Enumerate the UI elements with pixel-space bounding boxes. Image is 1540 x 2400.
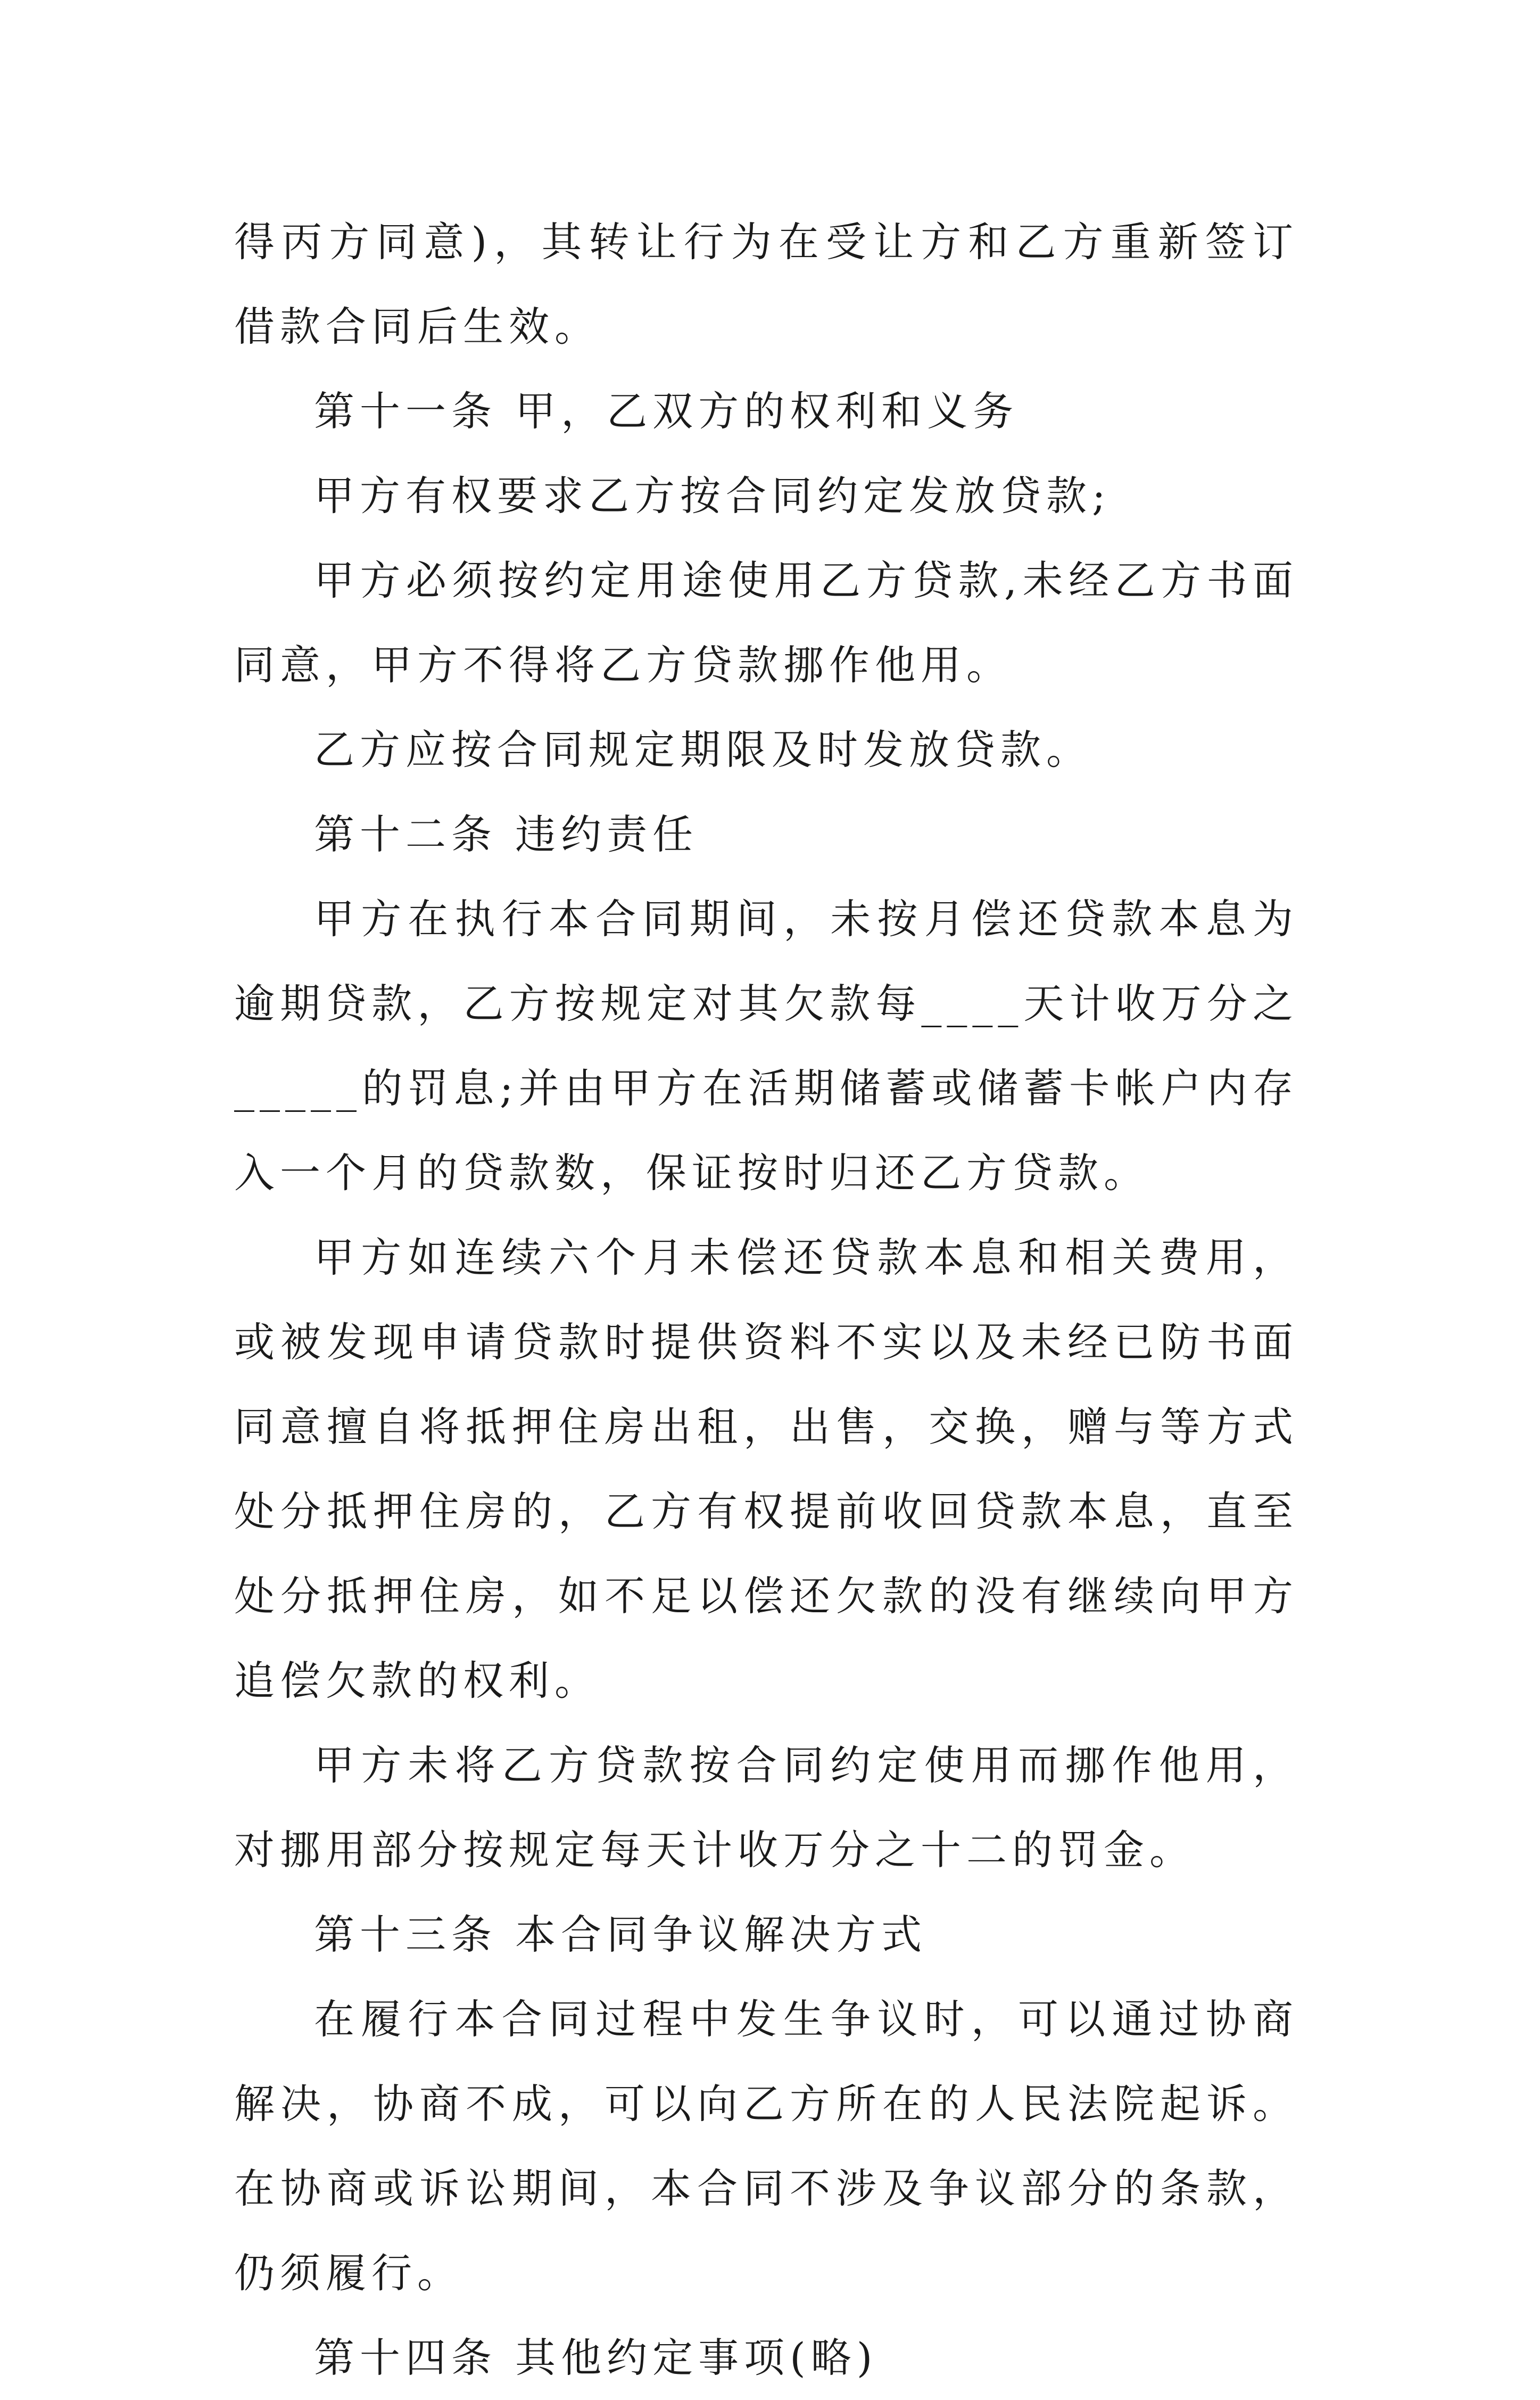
paragraph-dispute-resolution: 在履行本合同过程中发生争议时，可以通过协商解决，协商不成，可以向乙方所在的人民法院起诉。在协商或诉讼期间，本合同不涉及争议部分的条款，仍须履行。: [234, 1995, 1298, 2297]
paragraph-timely-disbursement: 乙方应按合同规定期限及时发放贷款。: [314, 726, 1092, 773]
paragraph-transfer-effect: 得丙方同意)，其转让行为在受让方和乙方重新签订借款合同后生效。: [234, 218, 1298, 350]
paragraph-early-recovery: 甲方如连续六个月未偿还贷款本息和相关费用，或被发现申请贷款时提供资料不实以及未经已防书面同意擅自将抵押住房出租，出售，交换，赠与等方式处分抵押住房的，乙方有权提前收回贷款本息，直至处分抵押住房，如不足以偿还欠款的没有继续向甲方追偿欠款的权利。: [234, 1234, 1298, 1704]
article-12-heading: 第十二条 违约责任: [314, 811, 699, 858]
paragraph-loan-usage: 甲方必须按约定用途使用乙方贷款,未经乙方书面同意，甲方不得将乙方贷款挪作他用。: [234, 557, 1298, 689]
article-14-heading: 第十四条 其他约定事项(略): [314, 2334, 878, 2381]
article-13-heading: 第十三条 本合同争议解决方式: [314, 1911, 928, 1958]
document-body: [234, 200, 1298, 2400]
paragraph-misuse-fine: 甲方未将乙方贷款按合同约定使用而挪作他用，对挪用部分按规定每天计收万分之十二的罚金。: [234, 1742, 1298, 1874]
paragraph-overdue-penalty: 甲方在执行本合同期间，未按月偿还贷款本息为逾期贷款，乙方按规定对其欠款每____天计收万分之_____的罚息;并由甲方在活期储蓄或储蓄卡帐户内存入一个月的贷款数，保证按时归还乙方贷款。: [234, 895, 1298, 1197]
paragraph-right-to-loan: 甲方有权要求乙方按合同约定发放贷款;: [314, 472, 1111, 519]
article-11-heading: 第十一条 甲，乙双方的权利和义务: [314, 387, 1019, 435]
